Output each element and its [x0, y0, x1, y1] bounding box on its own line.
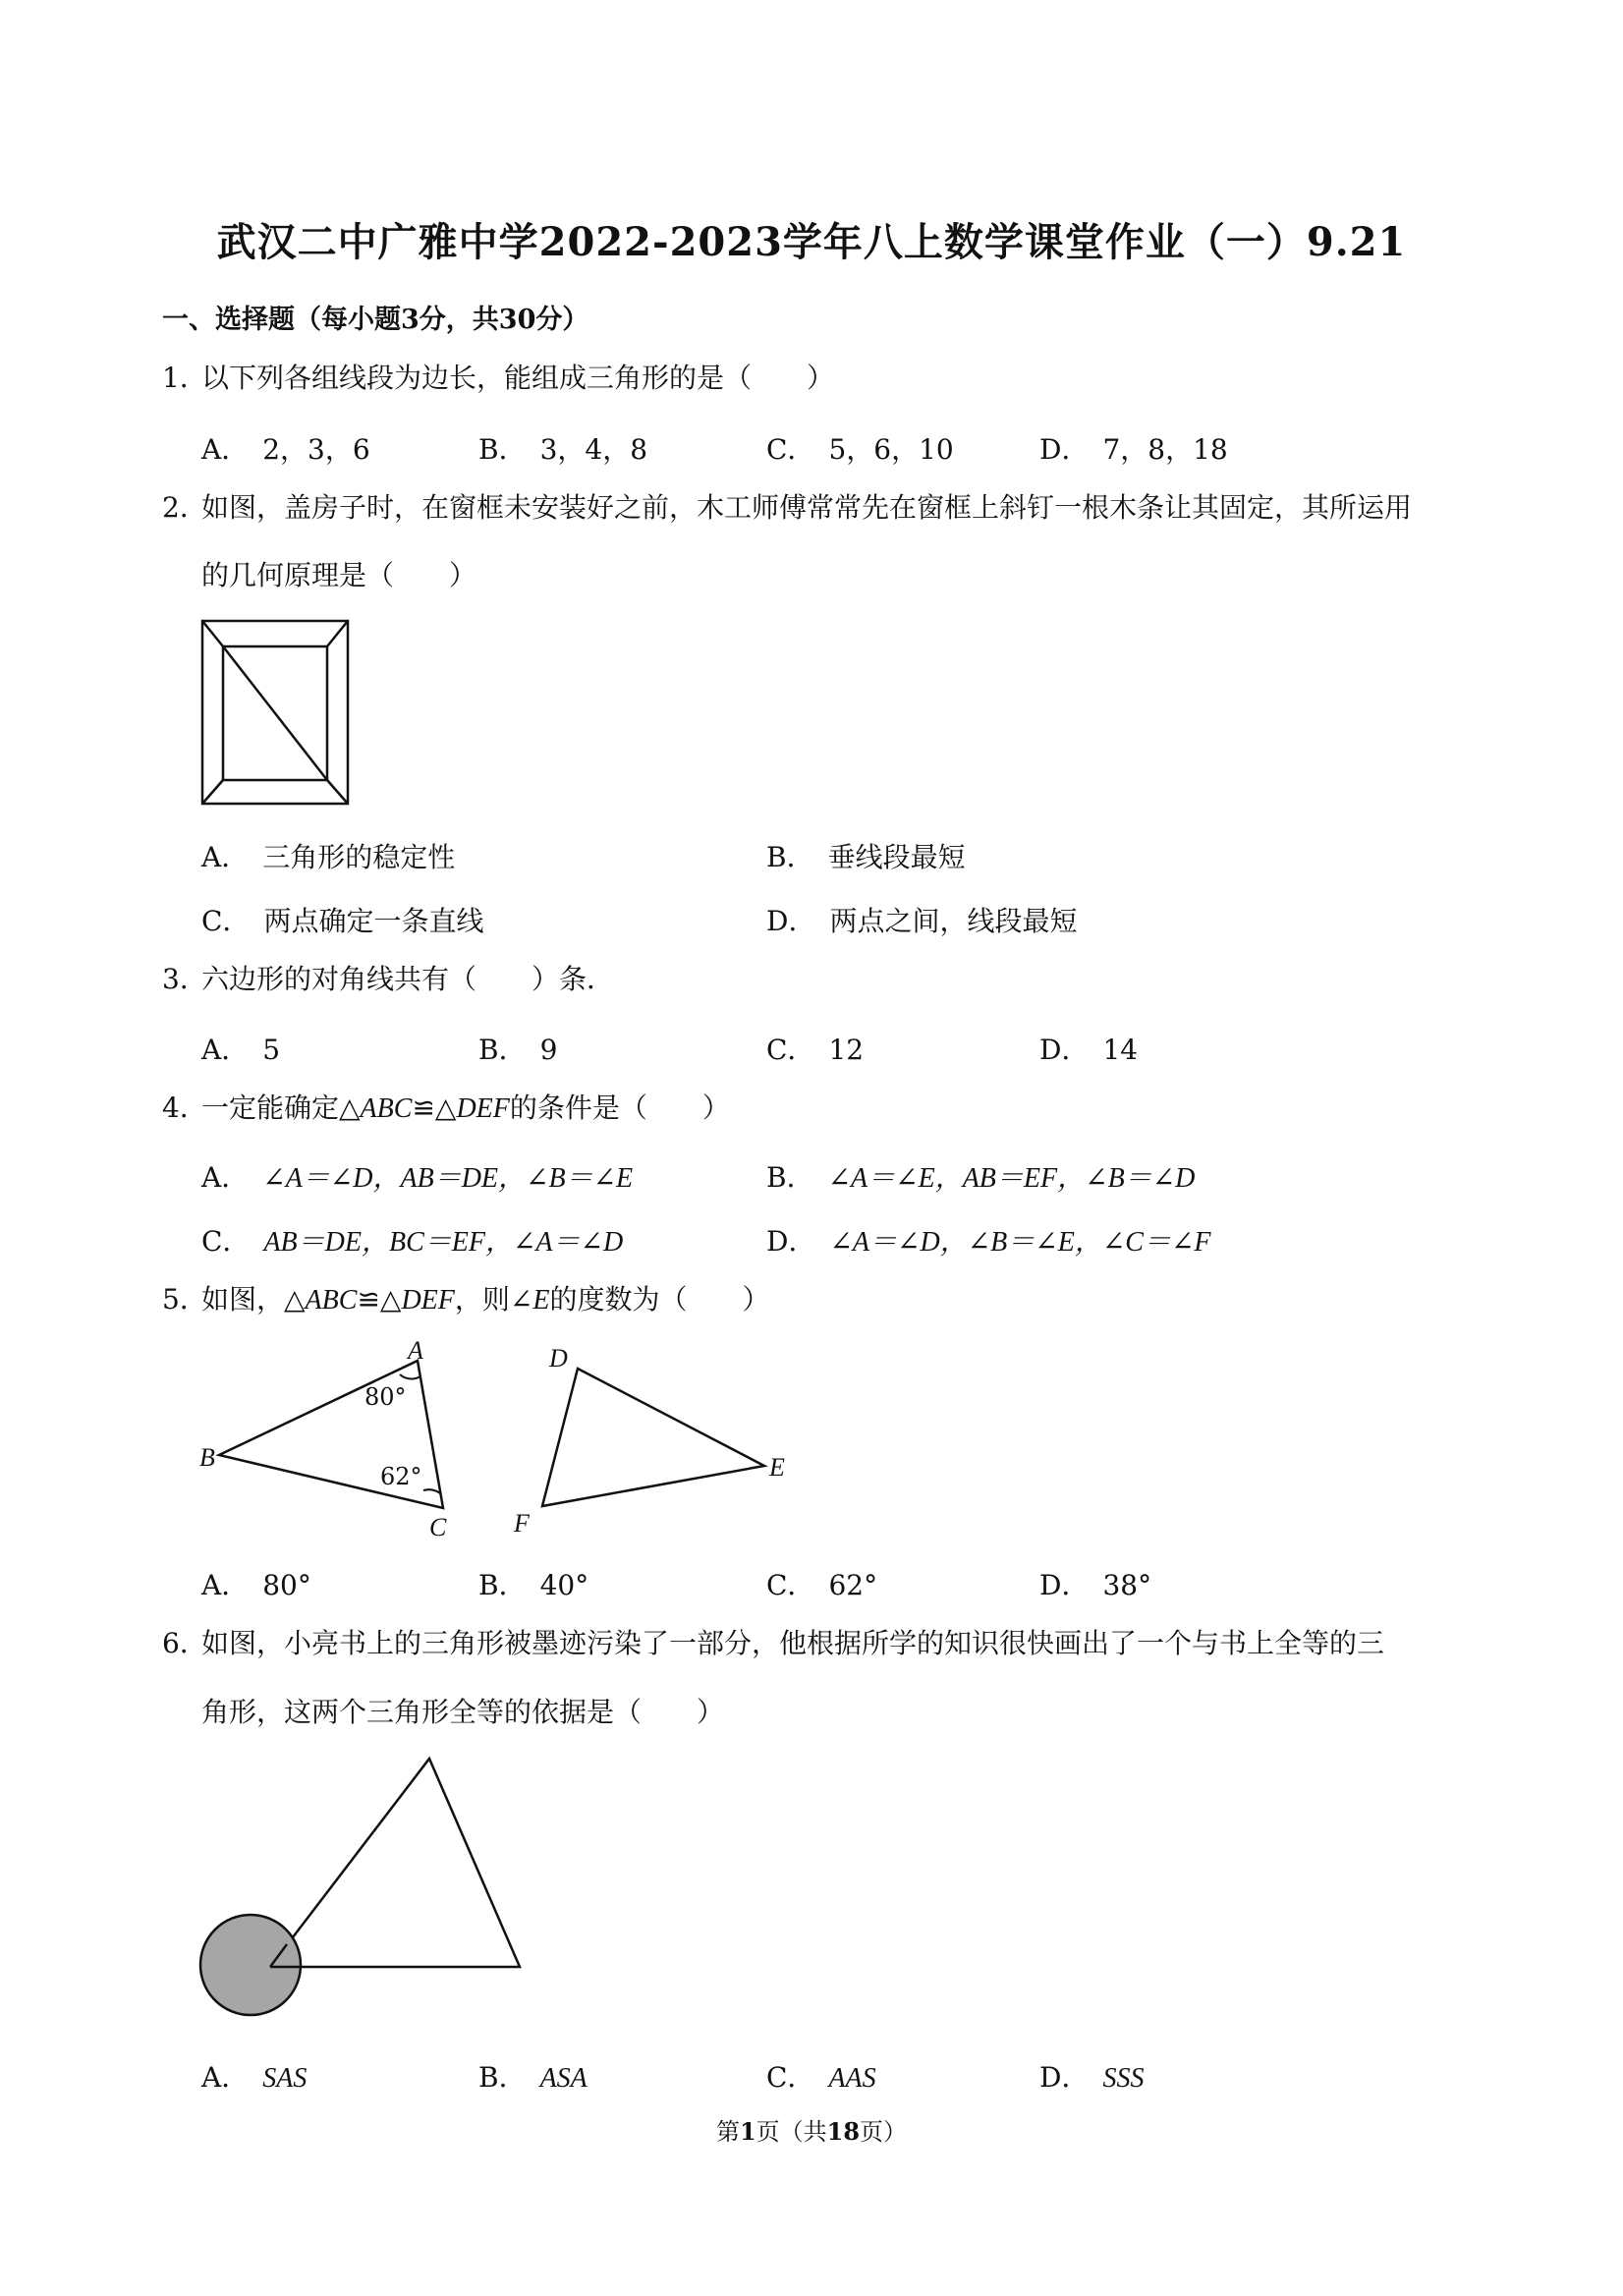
option-a: A． ∠A＝∠D，AB＝DE，∠B＝∠E	[201, 1161, 634, 1194]
page-footer: 第1页（共18页）	[715, 2117, 908, 2146]
question-number: 3．	[162, 963, 207, 995]
window-frame-figure	[196, 617, 354, 808]
question-number: 6．	[162, 1627, 207, 1659]
question-3	[162, 947, 614, 1012]
page-title: 武汉二中广雅中学2022-2023学年八上数学课堂作业（一）9.21	[216, 219, 1407, 265]
question-2	[162, 476, 1412, 540]
option-d: D． 两点之间，线段最短	[766, 905, 1078, 937]
option-d: D． 7，8，18	[1039, 433, 1228, 466]
option-d: D． SSS	[1039, 2061, 1145, 2094]
vertex-label-f: F	[514, 1509, 530, 1538]
vertex-label-b: B	[199, 1443, 215, 1472]
angle-label-a: 80°	[364, 1383, 407, 1411]
option-c: C． 两点确定一条直线	[201, 905, 484, 937]
option-c: C． 62°	[766, 1569, 878, 1601]
question-number: 5．	[162, 1283, 207, 1316]
vertex-label-a: A	[408, 1336, 423, 1365]
question-6	[162, 1611, 1384, 1676]
page-total: 18	[826, 2117, 861, 2146]
option-b: B． 40°	[478, 1569, 589, 1601]
option-a: A． 5	[201, 1034, 281, 1066]
page-number: 1	[739, 2117, 756, 2146]
question-number: 2．	[162, 491, 207, 524]
option-d: D． 38°	[1039, 1569, 1152, 1601]
question-5: 5．如图，△ABC≌△DEF，则∠E的度数为（ ）	[162, 1267, 769, 1333]
angle-label-c: 62°	[380, 1463, 422, 1490]
question-4: 4．一定能确定△ABC≌△DEF的条件是（ ）	[162, 1076, 730, 1142]
option-b: B． 垂线段最短	[766, 841, 966, 873]
option-c: C． AAS	[766, 2061, 876, 2094]
question-text: 以下列各组线段为边长，能组成三角形的是（ ）	[201, 362, 835, 394]
question-text-continued: 角形，这两个三角形全等的依据是（ ）	[201, 1696, 725, 1728]
option-d: D． ∠A＝∠D，∠B＝∠E，∠C＝∠F	[766, 1225, 1211, 1258]
option-a: A． 2，3，6	[201, 433, 370, 466]
vertex-label-e: E	[769, 1453, 785, 1482]
vertex-label-c: C	[429, 1513, 447, 1541]
option-b: B． 9	[478, 1034, 558, 1066]
option-c: C． 12	[766, 1034, 865, 1066]
option-b: B． ASA	[478, 2061, 588, 2094]
ink-stained-triangle-figure	[192, 1749, 535, 2024]
question-number: 4．	[162, 1092, 207, 1124]
option-c: C． 5，6，10	[766, 433, 954, 466]
option-c: C． AB＝DE，BC＝EF，∠A＝∠D	[201, 1225, 624, 1258]
option-b: B． ∠A＝∠E，AB＝EF，∠B＝∠D	[766, 1161, 1196, 1194]
question-text: 如图，小亮书上的三角形被墨迹污染了一部分，他根据所学的知识很快画出了一个与书上全等的三	[201, 1627, 1385, 1659]
question-number: 1．	[162, 362, 207, 394]
option-a: A． 三角形的稳定性	[201, 841, 456, 873]
ink-stain	[200, 1915, 301, 2015]
question-text: 六边形的对角线共有（ ）条．	[201, 963, 615, 995]
question-1	[162, 346, 834, 411]
vertex-label-d: D	[549, 1344, 568, 1372]
question-text-continued: 的几何原理是（ ）	[201, 559, 477, 591]
question-text: 如图，盖房子时，在窗框未安装好之前，木工师傅常常先在窗框上斜钉一根木条让其固定，其所运用	[201, 491, 1413, 524]
section-heading: 一、选择题（每小题3分，共30分）	[162, 305, 589, 335]
option-a: A． 80°	[201, 1569, 311, 1601]
congruent-triangles-figure	[192, 1331, 801, 1547]
option-a: A． SAS	[201, 2061, 308, 2094]
option-b: B． 3，4，8	[478, 433, 648, 466]
option-d: D． 14	[1039, 1034, 1139, 1066]
